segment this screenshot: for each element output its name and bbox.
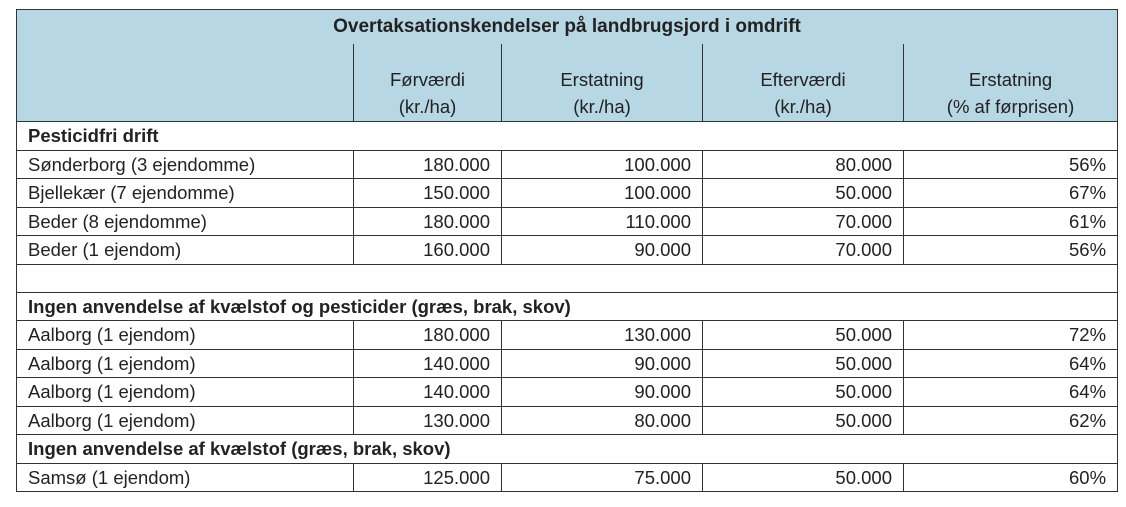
after-value-cell: 50.000 [703, 179, 904, 208]
table-title: Overtaksationskendelser på landbrugsjord i omdrift [17, 10, 1118, 45]
compensation-cell: 100.000 [502, 150, 703, 179]
section-heading: Ingen anvendelse af kvælstof (græs, brak, skov) [17, 435, 1118, 464]
compensation-percent-cell: 64% [904, 349, 1118, 378]
compensation-percent-cell: 62% [904, 406, 1118, 435]
compensation-percent-cell: 61% [904, 207, 1118, 236]
after-value-cell: 50.000 [703, 349, 904, 378]
location-cell: Bjellekær (7 ejendomme) [17, 179, 354, 208]
table-row [17, 463, 1118, 492]
before-value-cell: 125.000 [354, 463, 502, 492]
compensation-percent-cell: 56% [904, 150, 1118, 179]
after-value-cell: 70.000 [703, 207, 904, 236]
compensation-cell: 110.000 [502, 207, 703, 236]
location-cell: Aalborg (1 ejendom) [17, 349, 354, 378]
location-cell: Beder (8 ejendomme) [17, 207, 354, 236]
compensation-cell: 80.000 [502, 406, 703, 435]
table-row [17, 321, 1118, 350]
column-header-location [17, 44, 354, 122]
before-value-cell: 180.000 [354, 207, 502, 236]
column-header-line: Efterværdi [760, 69, 846, 90]
table-row [17, 150, 1118, 179]
column-header-unit: (kr./ha) [398, 96, 457, 117]
spacer-row [17, 264, 1118, 292]
column-header-line: Førværdi [389, 69, 466, 90]
compensation-cell: 90.000 [502, 378, 703, 407]
table-row [17, 406, 1118, 435]
column-header-line: Erstatning [560, 69, 644, 90]
before-value-cell: 150.000 [354, 179, 502, 208]
column-header-unit: (% af førprisen) [946, 96, 1075, 117]
after-value-cell: 50.000 [703, 463, 904, 492]
location-cell: Samsø (1 ejendom) [17, 463, 354, 492]
location-cell: Aalborg (1 ejendom) [17, 378, 354, 407]
compensation-percent-cell: 67% [904, 179, 1118, 208]
after-value-cell: 50.000 [703, 406, 904, 435]
section-heading: Pesticidfri drift [17, 122, 1118, 151]
before-value-cell: 180.000 [354, 321, 502, 350]
section-heading: Ingen anvendelse af kvælstof og pesticider (græs, brak, skov) [17, 292, 1118, 321]
before-value-cell: 130.000 [354, 406, 502, 435]
table-row [17, 207, 1118, 236]
before-value-cell: 140.000 [354, 378, 502, 407]
spacer-cell [17, 264, 1118, 292]
table-row [17, 349, 1118, 378]
location-cell: Sønderborg (3 ejendomme) [17, 150, 354, 179]
column-header-compensation-percent [904, 44, 1118, 122]
table-row [17, 179, 1118, 208]
column-header-before-value [354, 44, 502, 122]
section-heading-row [17, 122, 1118, 151]
column-header-unit: (kr./ha) [774, 96, 832, 117]
after-value-cell: 80.000 [703, 150, 904, 179]
compensation-cell: 90.000 [502, 349, 703, 378]
location-cell: Aalborg (1 ejendom) [17, 406, 354, 435]
column-header-line: Erstatning [968, 69, 1053, 90]
column-header-row [17, 44, 1118, 122]
location-cell: Beder (1 ejendom) [17, 236, 354, 265]
before-value-cell: 140.000 [354, 349, 502, 378]
valuation-table [16, 9, 1118, 492]
compensation-cell: 100.000 [502, 179, 703, 208]
after-value-cell: 50.000 [703, 321, 904, 350]
column-header-compensation [502, 44, 703, 122]
compensation-cell: 75.000 [502, 463, 703, 492]
table-row [17, 378, 1118, 407]
section-heading-row [17, 435, 1118, 464]
before-value-cell: 160.000 [354, 236, 502, 265]
column-header-after-value [703, 44, 904, 122]
compensation-percent-cell: 72% [904, 321, 1118, 350]
table-title-row [17, 10, 1118, 45]
table-row [17, 236, 1118, 265]
column-header-unit: (kr./ha) [573, 96, 631, 117]
compensation-cell: 90.000 [502, 236, 703, 265]
table-body [17, 122, 1118, 492]
compensation-percent-cell: 60% [904, 463, 1118, 492]
compensation-percent-cell: 64% [904, 378, 1118, 407]
after-value-cell: 50.000 [703, 378, 904, 407]
location-cell: Aalborg (1 ejendom) [17, 321, 354, 350]
before-value-cell: 180.000 [354, 150, 502, 179]
compensation-percent-cell: 56% [904, 236, 1118, 265]
compensation-cell: 130.000 [502, 321, 703, 350]
after-value-cell: 70.000 [703, 236, 904, 265]
section-heading-row [17, 292, 1118, 321]
